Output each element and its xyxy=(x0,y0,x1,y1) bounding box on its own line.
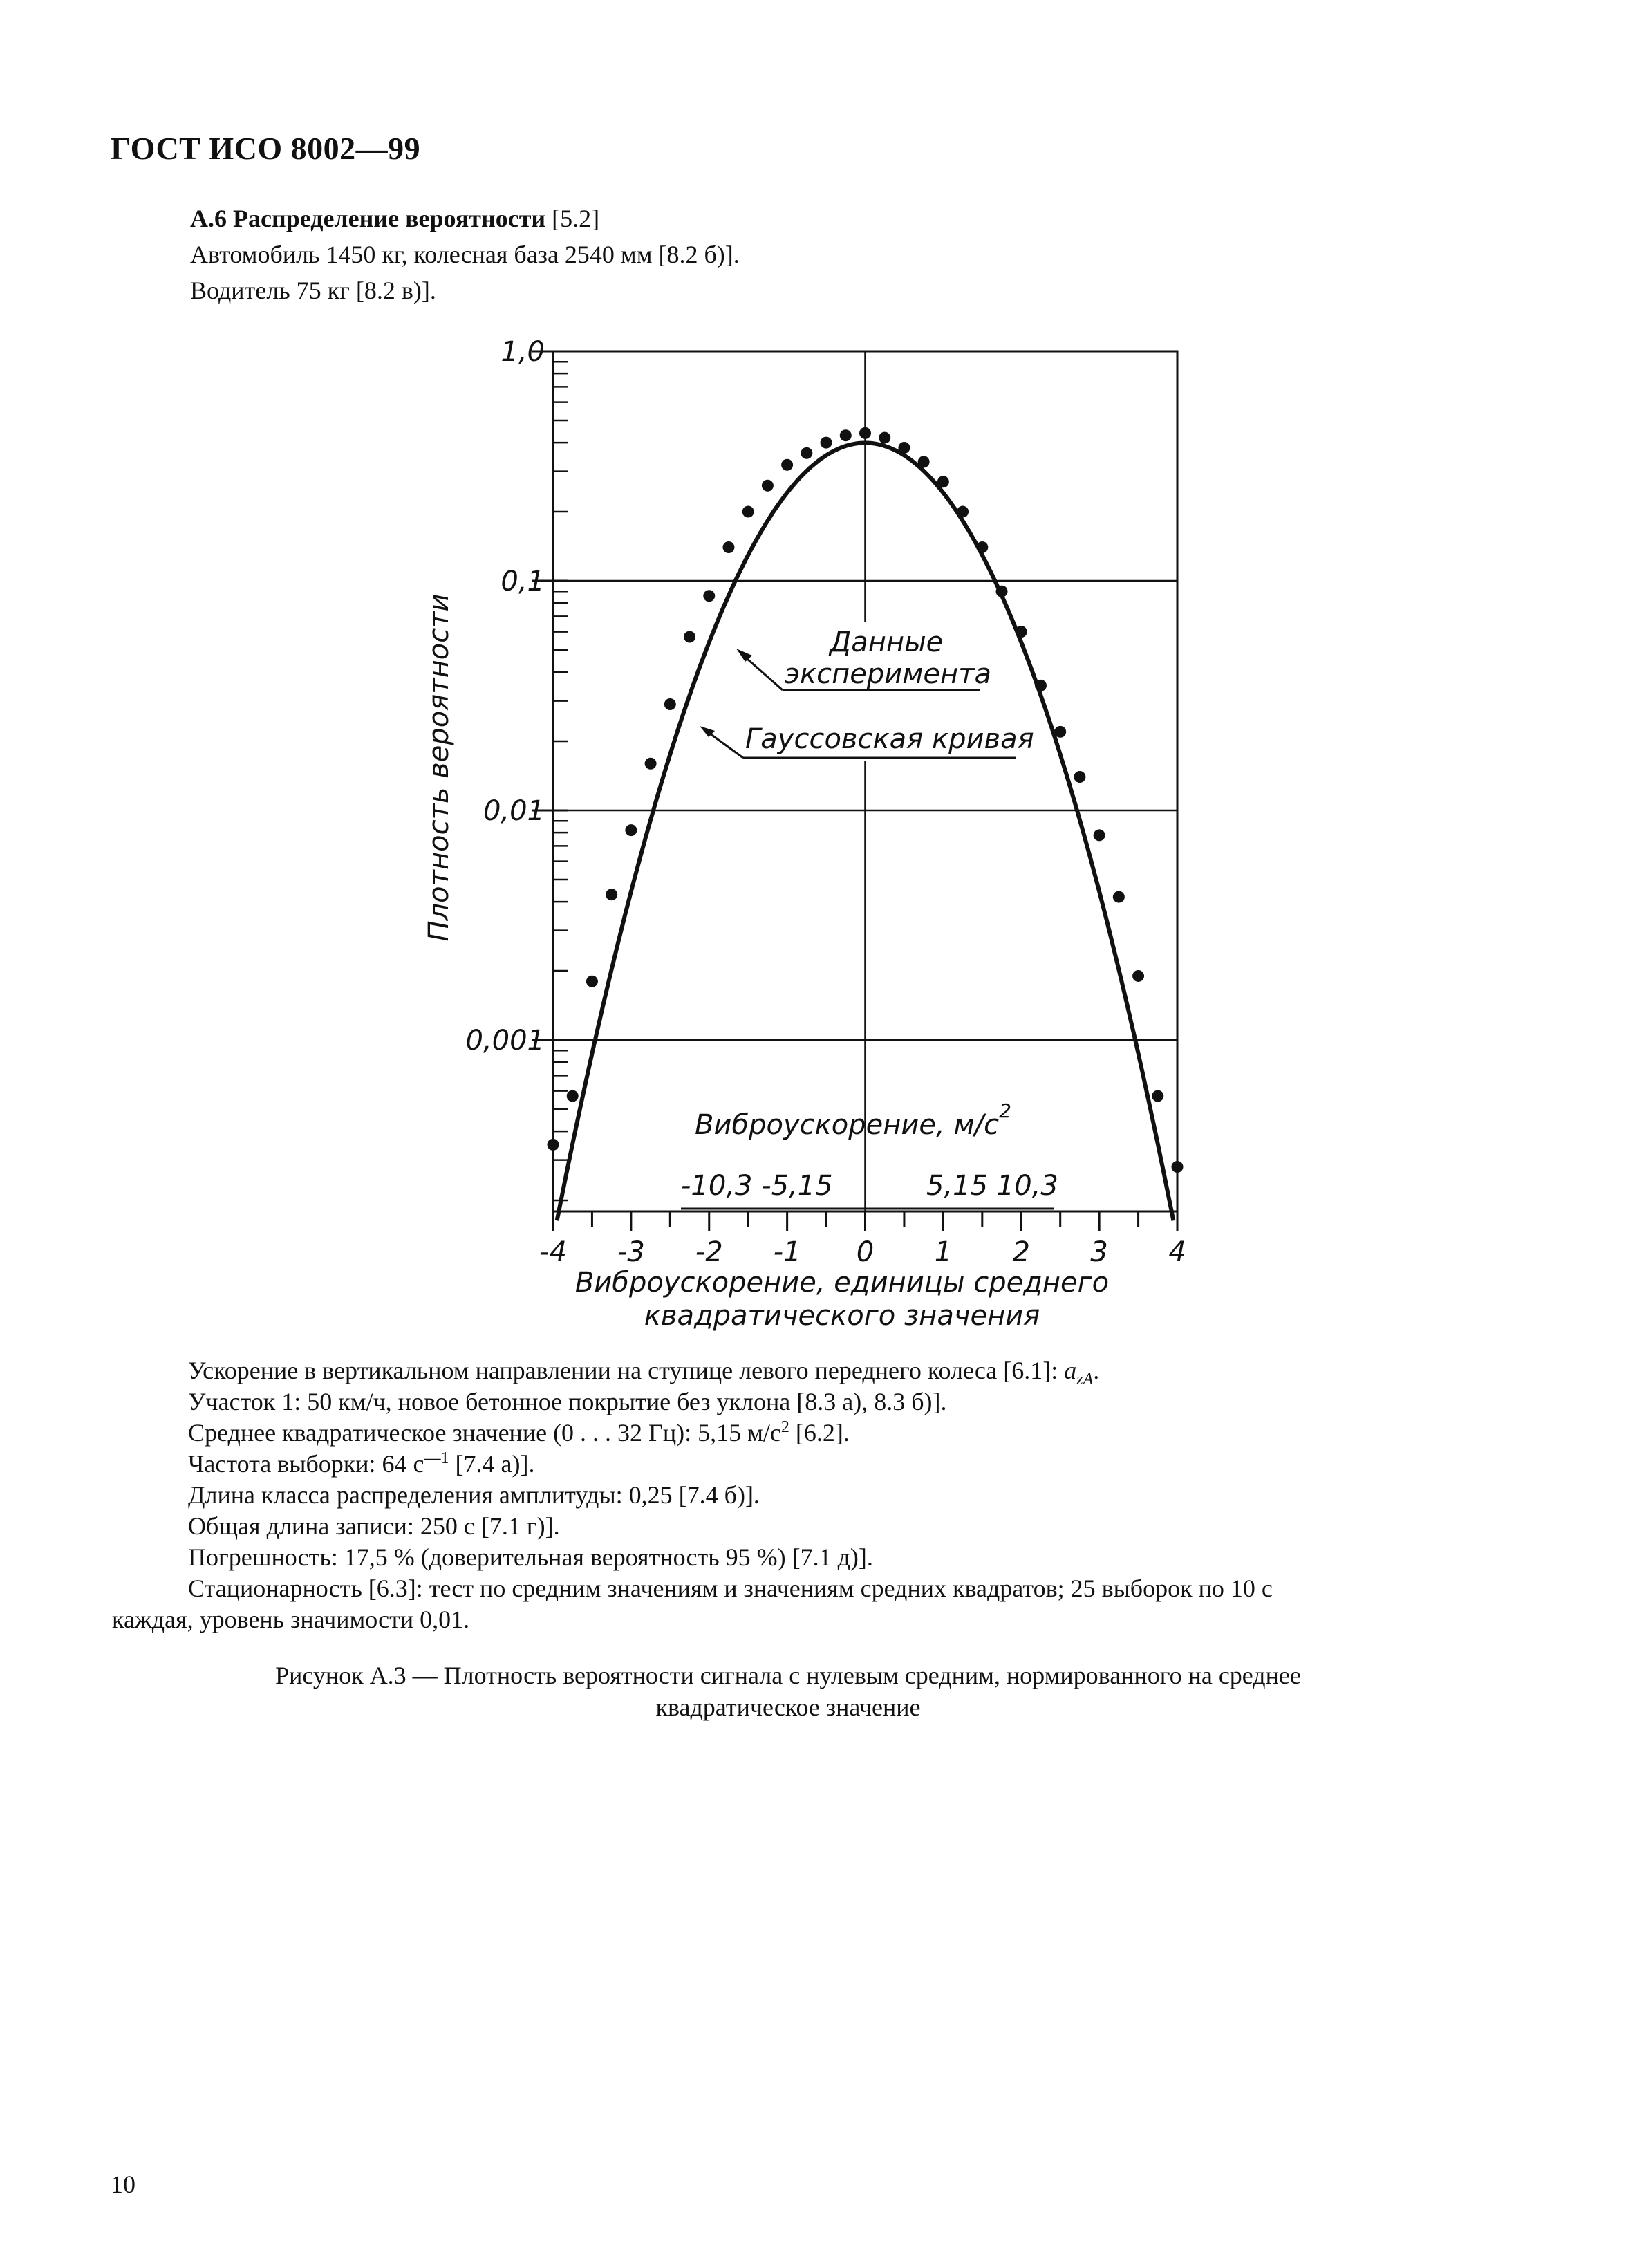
document-standard-header: ГОСТ ИСО 8002—99 xyxy=(111,131,421,166)
data-point xyxy=(957,506,969,518)
section-heading: А.6 Распределение вероятности xyxy=(190,205,546,232)
driver-description: Водитель 75 кг [8.2 в)]. xyxy=(190,277,436,304)
data-point xyxy=(1132,970,1144,982)
x-tick-label: 4 xyxy=(1168,1236,1186,1268)
note-symbol: a xyxy=(1064,1357,1077,1384)
data-point xyxy=(645,758,657,770)
experiment-label-leader xyxy=(742,654,783,690)
gaussian-curve-label: Гауссовская кривая xyxy=(745,723,1034,755)
data-point xyxy=(996,586,1008,597)
data-point xyxy=(898,442,910,454)
data-point xyxy=(586,976,598,987)
page-number: 10 xyxy=(111,2171,135,2198)
x-tick-label: -1 xyxy=(773,1236,801,1268)
note-text: . xyxy=(1093,1357,1100,1384)
data-point xyxy=(742,506,754,518)
data-point xyxy=(1113,891,1125,903)
data-point xyxy=(1074,771,1085,783)
secondary-axis-label: Виброускорение, $м/с^2$ xyxy=(695,1099,1011,1141)
x-tick-label: 0 xyxy=(856,1236,875,1268)
y-axis-label: Плотность вероятности xyxy=(423,593,455,942)
data-point xyxy=(1094,829,1105,841)
data-point xyxy=(722,541,734,553)
measurement-notes xyxy=(112,1355,1515,1635)
x-tick-label: -4 xyxy=(539,1236,567,1268)
note-superscript: —1 xyxy=(424,1449,449,1467)
data-point xyxy=(664,698,676,710)
data-point xyxy=(840,429,852,441)
y-tick-label: 0,1 xyxy=(501,566,545,597)
figure-caption-line1: Рисунок А.3 — Плотность вероятности сигнала с нулевым средним, нормированного на среднее xyxy=(275,1662,1301,1689)
data-point xyxy=(801,447,812,459)
note-record-length: Общая длина записи: 250 с [7.1 г)]. xyxy=(188,1512,560,1540)
experiment-label-arrowhead xyxy=(736,649,752,662)
note-road-section: Участок 1: 50 км/ч, новое бетонное покрытие без уклона [8.3 а), 8.3 б)]. xyxy=(188,1388,947,1415)
note-stationarity-continued: каждая, уровень значимости 0,01. xyxy=(112,1606,470,1633)
y-tick-label: 1,0 xyxy=(501,336,545,368)
chart-annotations xyxy=(700,622,1034,761)
data-point xyxy=(684,631,695,643)
data-point xyxy=(703,590,715,602)
note-text: Среднее квадратическое значение (0 . . . 32 Гц): 5,15 м/с xyxy=(188,1419,781,1447)
note-symbol-subscript: zA xyxy=(1076,1370,1094,1389)
data-point xyxy=(1054,726,1066,738)
x-axis-label-line1: Виброускорение, единицы среднего xyxy=(574,1267,1110,1299)
note-rms-value xyxy=(188,1418,1515,1449)
data-point xyxy=(1016,626,1027,638)
x-axis-label-line2: квадратического значения xyxy=(644,1300,1040,1332)
note-text: Ускорение в вертикальном направлении на ступице левого переднего колеса [6.1]: xyxy=(188,1357,1065,1384)
x-tick-label: 1 xyxy=(934,1236,953,1268)
section-heading-reference: [5.2] xyxy=(545,205,600,232)
data-point xyxy=(821,437,832,449)
note-superscript: 2 xyxy=(780,1418,789,1436)
y-tick-label: 0,001 xyxy=(465,1025,545,1057)
data-point xyxy=(567,1090,579,1102)
chart-grid xyxy=(553,351,1177,1211)
data-point xyxy=(879,432,890,444)
data-point xyxy=(548,1139,559,1151)
y-tick-label: 0,01 xyxy=(483,795,545,827)
data-point xyxy=(762,480,774,492)
secondary-axis-negative-ticks: -10,3 -5,15 xyxy=(681,1170,833,1202)
data-point xyxy=(1152,1090,1163,1102)
note-uncertainty: Погрешность: 17,5 % (доверительная вероятность 95 %) [7.1 д)]. xyxy=(188,1543,873,1571)
note-sampling-rate xyxy=(188,1449,1515,1480)
x-tick-label: -3 xyxy=(617,1236,645,1268)
vehicle-description: Автомобиль 1450 кг, колесная база 2540 мм [8.2 б)]. xyxy=(190,241,740,268)
data-point xyxy=(859,427,871,439)
data-point xyxy=(976,541,988,553)
data-point xyxy=(937,476,949,487)
figure-caption-line2: квадратическое значение xyxy=(655,1693,921,1721)
note-text: Частота выборки: 64 с xyxy=(188,1450,424,1478)
secondary-axis-positive-ticks: 5,15 10,3 xyxy=(926,1170,1058,1202)
x-tick-label: -2 xyxy=(695,1236,723,1268)
data-point xyxy=(781,459,793,471)
secondary-axis-inset xyxy=(681,1099,1058,1209)
note-text: [6.2]. xyxy=(789,1419,850,1447)
experiment-data-label-line2: эксперимента xyxy=(785,658,992,690)
note-class-length: Длина класса распределения амплитуды: 0,25 [7.4 б)]. xyxy=(188,1481,760,1509)
figure-caption xyxy=(138,1660,1438,1723)
data-point xyxy=(1172,1161,1184,1173)
data-point xyxy=(918,456,930,467)
note-text: [7.4 а)]. xyxy=(449,1450,535,1478)
experiment-data-label: Данные xyxy=(830,626,944,658)
note-acceleration-direction xyxy=(188,1355,1515,1389)
note-stationarity: Стационарность [6.3]: тест по средним значениям и значениям средних квадратов; 25 выборок по 10 с xyxy=(188,1574,1273,1602)
x-tick-label: 2 xyxy=(1012,1236,1030,1268)
data-point xyxy=(606,889,617,900)
x-tick-label: 3 xyxy=(1090,1236,1108,1268)
data-point xyxy=(625,824,637,836)
data-point xyxy=(1035,680,1047,691)
